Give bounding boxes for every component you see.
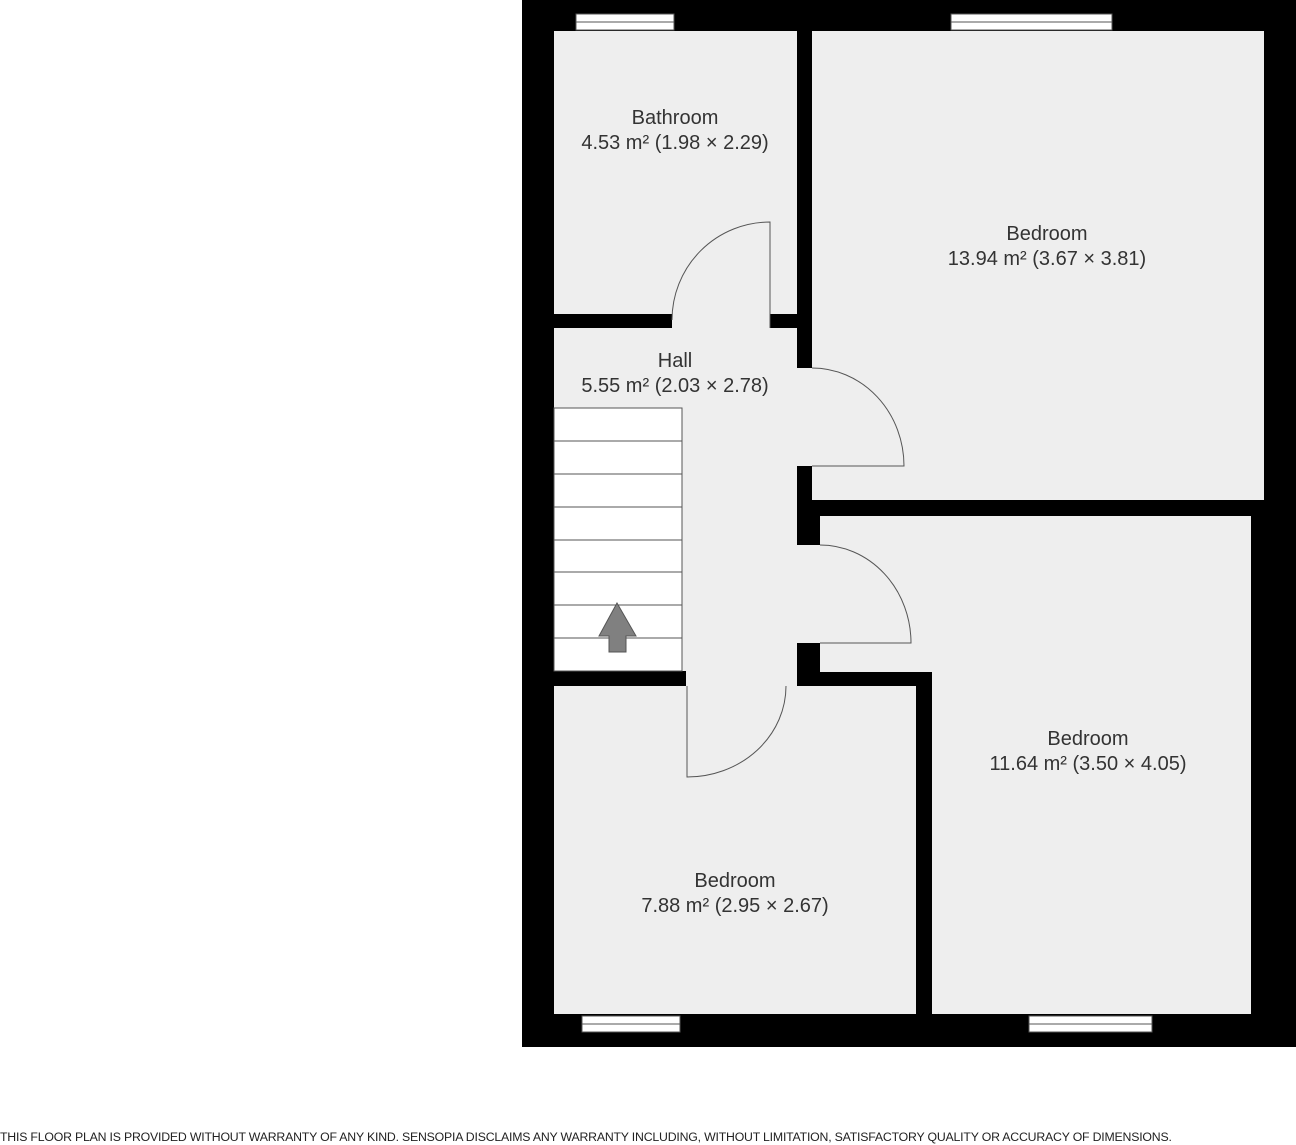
disclaimer-text: THIS FLOOR PLAN IS PROVIDED WITHOUT WARRANTY OF ANY KIND. SENSOPIA DISCLAIMS ANY WARRANTY INCLUDING, WITHOUT LIMITATION, SATISFACTORY QUALITY OR ACCURACY OF DIMENSIONS. bbox=[0, 1130, 1172, 1144]
door-gap-bedroom-right bbox=[795, 545, 822, 643]
bedroom-bottom-left-floor bbox=[554, 686, 916, 1014]
window-bathroom bbox=[576, 14, 674, 30]
room-name-bedroom-bottom-left: Bedroom bbox=[694, 870, 776, 892]
room-name-bedroom-right: Bedroom bbox=[1047, 728, 1129, 750]
room-dims-bedroom-bottom-left: 7.88 m² (2.95 × 2.67) bbox=[641, 895, 829, 917]
room-name-hall: Hall bbox=[657, 350, 693, 372]
door-gap-bathroom bbox=[672, 312, 770, 330]
window-bedroom-right bbox=[1029, 1016, 1152, 1032]
room-dims-bedroom-top-right: 13.94 m² (3.67 × 3.81) bbox=[947, 248, 1147, 270]
room-name-bedroom-top-right: Bedroom bbox=[1006, 223, 1088, 245]
room-dims-bathroom: 4.53 m² (1.98 × 2.29) bbox=[581, 132, 769, 154]
window-bedroom-bottom-left bbox=[582, 1016, 680, 1032]
room-dims-hall: 5.55 m² (2.03 × 2.78) bbox=[581, 375, 769, 397]
room-dims-bedroom-right: 11.64 m² (3.50 × 4.05) bbox=[989, 753, 1187, 775]
bathroom-floor bbox=[554, 31, 797, 314]
room-name-bathroom: Bathroom bbox=[631, 107, 719, 129]
door-gap-bedroom-bottom bbox=[686, 670, 786, 688]
door-gap-bedroom-top bbox=[795, 368, 814, 466]
window-bedroom-top-right bbox=[951, 14, 1112, 30]
